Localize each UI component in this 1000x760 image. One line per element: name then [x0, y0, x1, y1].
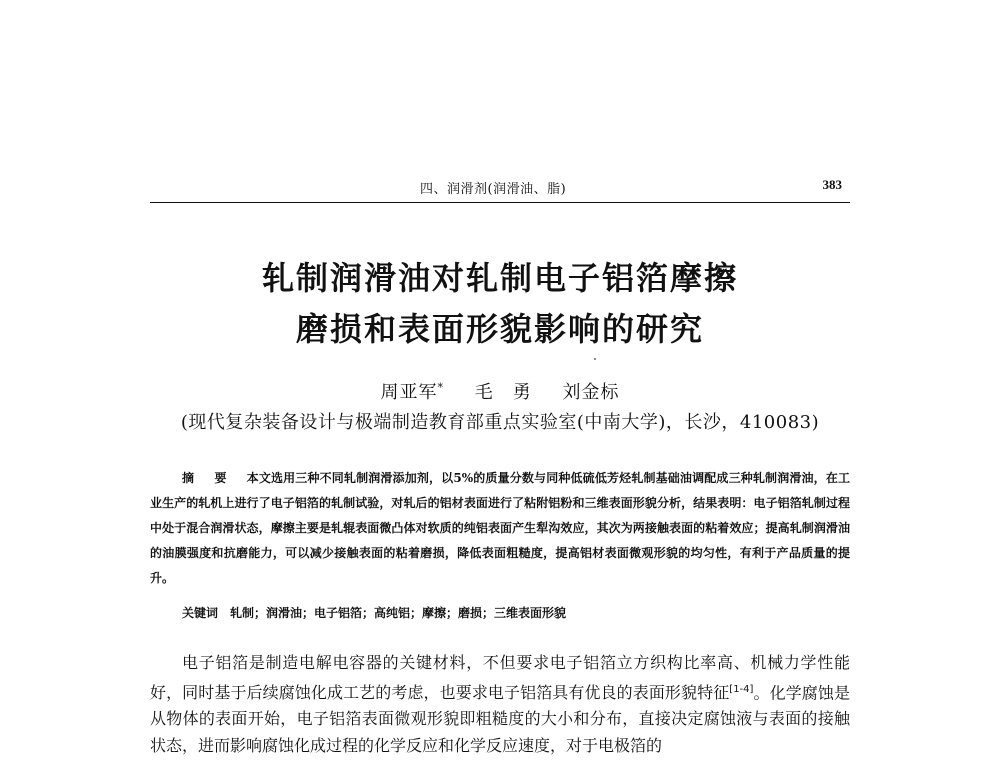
paper-title-line-1: 轧制润滑油对轧制电子铝箔摩擦 — [261, 259, 738, 297]
corresponding-mark: * — [437, 381, 445, 394]
header-section-title: 四、润滑剂(润滑油、脂) — [420, 182, 567, 197]
keywords-label: 关键词 — [182, 606, 219, 620]
abstract-text: 本文选用三种不同轧制润滑添加剂，以5%的质量分数与同种低硫低芳烃轧制基础油调配成三种轧制润滑油，在工业生产的轧机上进行了电子铝箔的轧制试验，对轧后的铝材表面进行了粘附铝粉和三维表面形貌分析，结果表明：电子铝箔轧制过程中处于混合润滑状态，摩擦主要是轧辊表面微凸体对软质的纯铝表面产生犁沟效应，其次为两接触表面的粘着效应；提高轧制润滑油的油膜强度和抗磨能力，可以减少接触表面的粘着磨损，降低表面粗糙度，提高铝材表面微观形貌的均匀性，有利于产品质量的提升。 — [150, 471, 850, 585]
author-1 — [381, 382, 445, 403]
running-header — [150, 176, 850, 203]
page-number: 383 — [822, 177, 842, 192]
body-text-part-2: 。化学腐蚀是从物体的表面开始，电子铝箔表面微观形貌即粗糙度的大小和分布，直接决定腐蚀液与表面的接触状态，进而影响腐蚀化成过程的化学反应和化学反应速度，对于电极箔的 — [150, 682, 850, 755]
citation-ref: [1-4] — [729, 683, 754, 695]
abstract — [150, 466, 850, 591]
author-list — [150, 378, 850, 404]
keywords-text: 轧制；润滑油；电子铝箔；高纯铝；摩擦；磨损；三维表面形貌 — [230, 606, 567, 620]
affiliation: (现代复杂装备设计与极端制造教育部重点实验室(中南大学)，长沙，410083) — [180, 412, 820, 433]
abstract-label: 摘 要 — [182, 471, 235, 485]
stray-dot — [594, 358, 596, 360]
author-2: 毛 勇 — [474, 382, 532, 403]
body-text-part-1: 电子铝箔是制造电解电容器的关键材料，不但要求电子铝箔立方织构比率高、机械力学性能好，同时基于后续腐蚀化成工艺的考虑，也要求电子铝箔具有优良的表面形貌特征 — [150, 653, 850, 702]
paper-title-line-2: 磨损和表面形貌影响的研究 — [295, 310, 704, 348]
author-3: 刘金标 — [562, 382, 620, 403]
body-paragraph — [150, 650, 850, 759]
keywords — [150, 602, 850, 624]
author-1-name: 周亚军 — [380, 382, 438, 403]
